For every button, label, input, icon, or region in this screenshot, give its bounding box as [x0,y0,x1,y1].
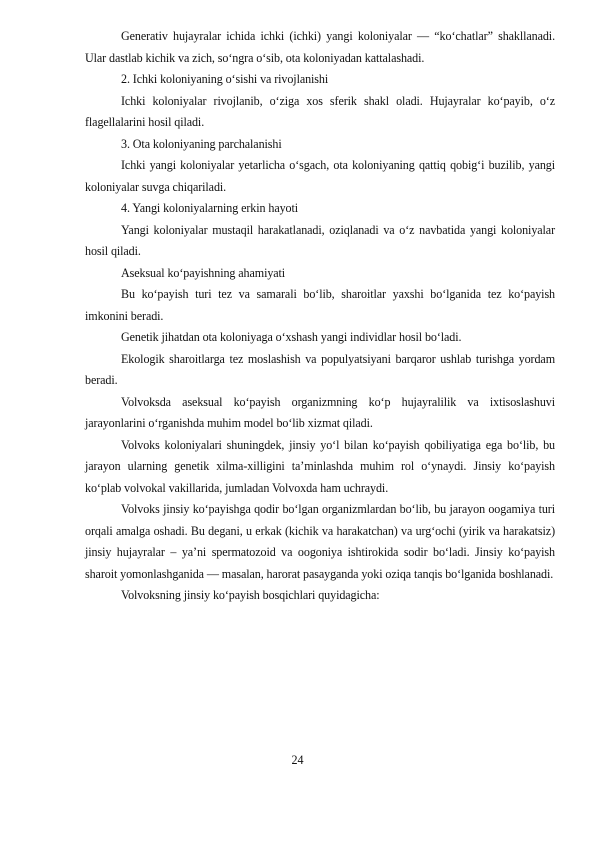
paragraph-model-organism: Volvoksda aseksual ko‘payish organizmning ko‘p hujayralilik va ixtisoslashuvi jarayonlarini o‘rganishda muhim model bo‘lib xizmat qiladi. [85,394,555,430]
paragraph-oogamy: Volvoks jinsiy ko‘payishga qodir bo‘lgan organizmlardan bo‘lib, bu jarayon oogamiya turi orqali amalga oshadi. Bu degani, u erkak (kichik va harakatchan) va urg‘ochi (yirik va harakatsiz) jinsiy hujayralar – ya’ni spermatozoid va oogoniya ishtirokida sodir bo‘ladi. Jinsiy ko‘payish sharoit yomonlashganida — masalan, harorat pasayganda yoki oziqa tanqis bo‘lganida boshlanadi. [85,502,555,581]
heading-free-life: 4. Yangi koloniyalarning erkin hayoti [121,201,299,215]
paragraph-genetic-similarity: Genetik jihatdan ota koloniyaga o‘xshash yangi individlar hosil bo‘ladi. [121,330,462,344]
paragraph-stages-intro: Volvoksning jinsiy ko‘payish bosqichlari quyidagicha: [121,588,380,602]
paragraph-inner-colony-growth: Ichki koloniyalar rivojlanib, o‘ziga xos sferik shakl oladi. Hujayralar ko‘payib, o‘z flagellalarini hosil qiladi. [85,93,555,129]
paragraph-free-life: Yangi koloniyalar mustaqil harakatlanadi, oziqlanadi va o‘z navbatida yangi koloniyalar hosil qiladi. [85,222,555,258]
heading-parent-colony-breakdown: 3. Ota koloniyaning parchalanishi [121,136,282,151]
paragraph-parent-colony-breakdown: Ichki yangi koloniyalar yetarlicha o‘sgach, ota koloniyaning qattiq qobig‘i buzilib, yangi koloniyalar suvga chiqariladi. [85,158,555,194]
document-page [85,26,555,607]
heading-asexual-significance: Aseksual ko‘payishning ahamiyati [121,265,286,280]
paragraph-fast-reproduction: Bu ko‘payish turi tez va samarali bo‘lib, sharoitlar yaxshi bo‘lganida tez ko‘payish imkonini beradi. [85,287,555,323]
paragraph-sexual-reproduction-intro: Volvoks koloniyalari shuningdek, jinsiy yo‘l bilan ko‘payish qobiliyatiga ega bo‘lib, bu jarayon ularning genetik xilma-xilligini ta’minlashda muhim rol o‘ynaydi. Jinsiy ko‘payish ko‘plab volvokal vakillarida, jumladan Volvoxda ham uchraydi. [85,437,555,495]
paragraph-ecological-adaptation: Ekologik sharoitlarga tez moslashish va populyatsiyani barqaror ushlab turishga yordam beradi. [85,351,555,387]
paragraph-colony-formation: Generativ hujayralar ichida ichki (ichki) yangi koloniyalar — “ko‘chatlar” shakllanadi. Ular dastlab kichik va zich, so‘ngra o‘sib, ota koloniyadan kattalashadi. [85,29,555,65]
page-number: 24 [291,753,304,767]
heading-inner-colony-growth: 2. Ichki koloniyaning o‘sishi va rivojlanishi [121,72,329,86]
